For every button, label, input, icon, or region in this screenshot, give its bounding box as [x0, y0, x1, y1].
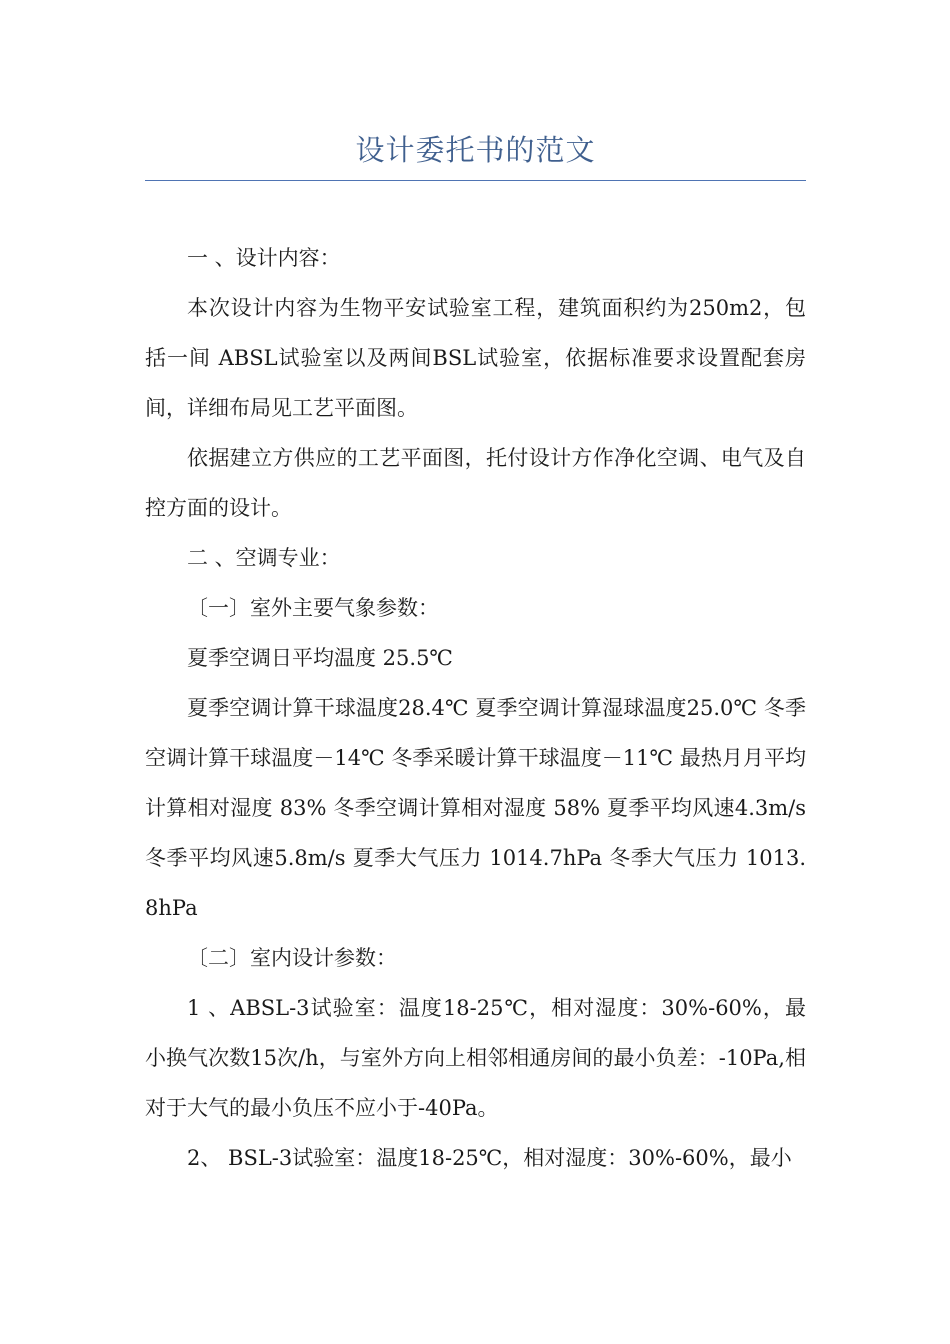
heading-hvac: 二 、空调专业：: [187, 546, 341, 570]
paragraph-project-scope: 本次设计内容为生物平安试验室工程，建筑面积约为250m2，包括一间 ABSL试验室以及两间BSL试验室，依据标准要求设置配套房间，详细布局见工艺平面图。: [145, 296, 806, 420]
paragraph-summer-avg-temp: 夏季空调日平均温度 25.5℃: [187, 646, 453, 670]
subheading-indoor-parameters: 〔二〕室内设计参数：: [187, 946, 397, 970]
paragraph-bsl3-lab: 2、 BSL-3试验室：温度18-25℃，相对湿度：30%-60%，最小: [187, 1146, 792, 1170]
heading-design-content: 一 、设计内容：: [187, 246, 341, 270]
subheading-outdoor-parameters: 〔一〕室外主要气象参数：: [187, 596, 439, 620]
paragraph-design-delegation: 依据建立方供应的工艺平面图，托付设计方作净化空调、电气及自控方面的设计。: [145, 446, 806, 520]
paragraph-climate-parameters: 夏季空调计算干球温度28.4℃ 夏季空调计算湿球温度25.0℃ 冬季空调计算干球温度－14℃ 冬季采暖计算干球温度－11℃ 最热月月平均计算相对湿度 83% 冬季空调计算相对湿度 58% 夏季平均风速4.3m/s 冬季平均风速5.8m/s 夏季大气压力 1014.7hPa 冬季大气压力 1013.8hPa: [145, 696, 806, 920]
title-underline: [145, 180, 806, 181]
document-body: [145, 233, 806, 1183]
document-title: 设计委托书的范文: [355, 133, 596, 167]
paragraph-absl3-lab: 1 、ABSL-3试验室：温度18-25℃，相对湿度：30%-60%，最小换气次数15次/h，与室外方向上相邻相通房间的最小负差：-10Pa,相对于大气的最小负压不应小于-40Pa。: [145, 996, 806, 1120]
